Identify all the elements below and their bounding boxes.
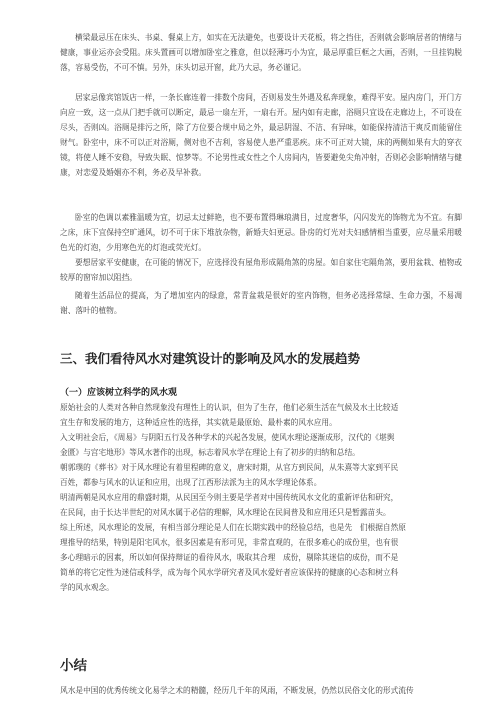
paragraph-beam: 横梁最忌压在床头、书桌、餐桌上方，如实在无法避免，也要设计天花板，将之挡住，否则就会影响居者的情绪与健康，事业运亦会受阻。床头置画可以增加卧室之雅意，但以轻薄巧小为宜，最忌厚重巨框之大画，否则，一旦挂钩脱落，容易受伤，不可不慎。另外，床头切忌开窗，此乃大忌，务必谨记。 bbox=[60, 33, 462, 72]
body-line: 金匮》与宫宅地形》等风水著作的出现，标志着风水学在理论上有了初步的归纳和总结。 bbox=[60, 448, 360, 457]
summary-text: 风水是中国的优秀传统文化易学之术的精髓，经历几千年的风雨，不断发展，仍然以民俗文化的形式流传 bbox=[60, 686, 414, 695]
paragraph-plants: 随着生活品位的提高，为了增加室内的绿意，常青盆栽是很好的室内饰物，但务必选择常绿、生命力强，不易凋谢、落叶的植物。 bbox=[60, 291, 462, 315]
paragraph-corner: 要想居家平安健康，在可能的情况下，应选择没有屋角形成隔角煞的房屋。如自家住宅隔角煞，要用盆栽、植物或较厚的窗帘加以阻挡。 bbox=[60, 258, 462, 282]
body-line: 综上所述，风水理论的发展，有相当部分理论是人们在长期实践中的经验总结，也是先 们根据自然原 bbox=[60, 523, 406, 532]
body-line: 多心理暗示的因素，所以如何保持辩证的看待风水，吸取其合理 成份，剔除其迷信的成份，而不是 bbox=[60, 553, 399, 562]
body-line: 在民间，由于长达半世纪的对风水属于必信的理解，风水理论在民间普及和应用还只是暂露苗头。 bbox=[60, 508, 391, 517]
paragraph-color: 卧室的色调以素雅温暖为宜，切忌太过鲜艳，也不要布置得琳琅满目，过度奢华，闪闪发光的饰物尤为不宜。有脚之床，床下宜保持空旷通风，切不可于床下堆放杂物，新婚夫妇更忌。卧房的灯光对夫妇感情相当重要，应尽量采用暖色光的灯泡，少用寒色光的灯泡或荧光灯。 bbox=[60, 213, 462, 252]
body-line: 学的风水观念。 bbox=[60, 583, 114, 592]
body-line: 宜生存和发展的地方，这种适应性的选择，其实就是最原始、最朴素的风水应用。 bbox=[60, 418, 337, 427]
summary-heading: 小结 bbox=[60, 658, 87, 674]
section-body bbox=[60, 400, 462, 595]
body-line: 入文明社会后，《周易》与阴阳五行及各种学术的兴起各发展，使风水理论逐渐成形，汉代的《堪舆 bbox=[60, 433, 395, 442]
body-line: 理推导的结果，特别是阳宅风水，很多因素是有形可见，非常直观的，在很多难心的成份里，也有很 bbox=[60, 538, 399, 547]
subsection-heading: （一）应该树立科学的风水观 bbox=[60, 388, 178, 398]
paragraph-corridor: 居家忌像宾馆饭店一样，一条长廊连着一排数个房间，否则易发生外遇及私奔现象，难得平安。屋内房门，开门方向应一致，这一点从门把手就可以断定，最忌一扇左开，一扇右开。屋内如有走廊，浴厕只宜设在走廊边上，不可设在尽头，否则凶。浴厕是排污之所，除了方位要合规中局之外，最忌阴湿、不洁、有异味，如能保持清洁干爽反而能留住财气。卧室中，床不可以正对浴厕，侧对也不吉利，容易使人患严重恶疾。床不可正对大镜，床的两侧如果有大的穿衣镜，将使人睡不安稳，导致失眠、惊梦等。不论男性或女性之个人房间内，皆要避免尖角冲射，否则必会影响情绪与健康，对恋爱及婚姻亦不利，务必及早补救。 bbox=[60, 93, 462, 177]
section-heading: 三、我们看待风水对建筑设计的影响及风水的发展趋势 bbox=[60, 351, 361, 366]
body-line: 百姓，都参与风水的认证和应用，出现了江西形法派为主的风水学理论体系。 bbox=[60, 478, 322, 487]
body-line: 朝郭璞的《葬书》对于风水理论有着里程碑的意义，唐宋时期，从官方到民间，从朱熹等大家到平民 bbox=[60, 463, 399, 472]
body-line: 原始社会的人类对各种自然现象没有理性上的认识，但为了生存，他们必须生活在气候及水土比较适 bbox=[60, 403, 399, 412]
body-line: 明清两朝是风水应用的鼎盛时期，从民国至今则主要是学者对中国传统风水文化的重新评估和研究， bbox=[60, 493, 399, 502]
body-line: 简单的将它定性为迷信或科学，成为每个风水学研究者及风水爱好者应该保持的健康的心态和树立科 bbox=[60, 568, 399, 577]
